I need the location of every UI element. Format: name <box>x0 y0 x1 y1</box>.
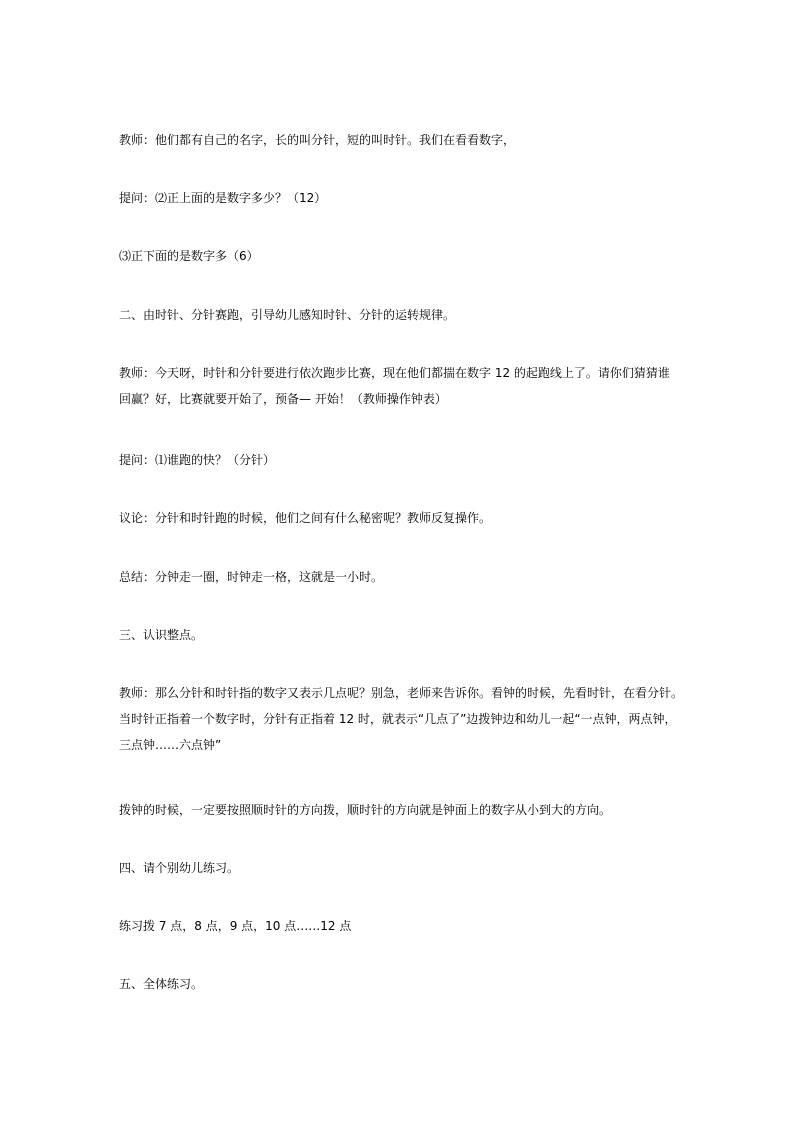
section-heading-5 <box>119 971 689 997</box>
section-heading-2 <box>119 302 689 328</box>
text-line: 五、全体练习。 <box>119 977 204 991</box>
text-line: 教师：那么分针和时针指的数字又表示几点呢？别急，老师来告诉你。看钟的时候，先看时针，在看分针。 <box>119 686 684 700</box>
paragraph-discussion <box>119 505 689 531</box>
text-line: 教师：他们都有自己的名字，长的叫分针，短的叫时针。我们在看看数字， <box>119 133 516 147</box>
paragraph-whole-hours <box>119 680 689 758</box>
text-line: 二、由时针、分针赛跑，引导幼儿感知时针、分针的运转规律。 <box>119 308 456 322</box>
text-line: 当时针正指着一个数字时，分针有正指着 12 时，就表示“几点了”边拨钟边和幼儿一起“一点钟，两点钟， <box>119 712 677 726</box>
text-line: 提问：⑵正上面的是数字多少？（12） <box>119 191 327 205</box>
text-line: 拨钟的时候，一定要按照顺时针的方向拨，顺时针的方向就是钟面上的数字从小到大的方向。 <box>119 803 612 817</box>
paragraph-question-bottom <box>119 243 689 269</box>
paragraph-question-top <box>119 185 689 211</box>
paragraph-question-fast <box>119 447 689 473</box>
text-line: 三点钟……六点钟” <box>119 738 222 752</box>
text-line: 教师：今天呀，时针和分针要进行依次跑步比赛，现在他们都揣在数字 12 的起跑线上了。请你们猜猜谁 <box>119 366 670 380</box>
section-heading-4 <box>119 855 689 881</box>
paragraph-clockwise <box>119 797 689 823</box>
section-heading-3 <box>119 622 689 648</box>
paragraph-summary <box>119 564 689 590</box>
text-line: 练习拨 7 点，8 点，9 点，10 点……12 点 <box>119 919 352 933</box>
paragraph-teacher-names <box>119 127 689 153</box>
paragraph-practice <box>119 913 689 939</box>
paragraph-race <box>119 360 689 412</box>
text-line: 总结：分钟走一圈，时钟走一格，这就是一小时。 <box>119 570 384 584</box>
text-line: 回赢？好，比赛就要开始了，预备— 开始！（教师操作钟表） <box>119 392 447 406</box>
text-line: 提问：⑴谁跑的快？（分针） <box>119 453 276 467</box>
text-line: 三、认识整点。 <box>119 628 204 642</box>
text-line: 议论：分针和时针跑的时候，他们之间有什么秘密呢？教师反复操作。 <box>119 511 492 525</box>
text-line: ⑶正下面的是数字多（6） <box>119 249 259 263</box>
text-line: 四、请个别幼儿练习。 <box>119 861 240 875</box>
